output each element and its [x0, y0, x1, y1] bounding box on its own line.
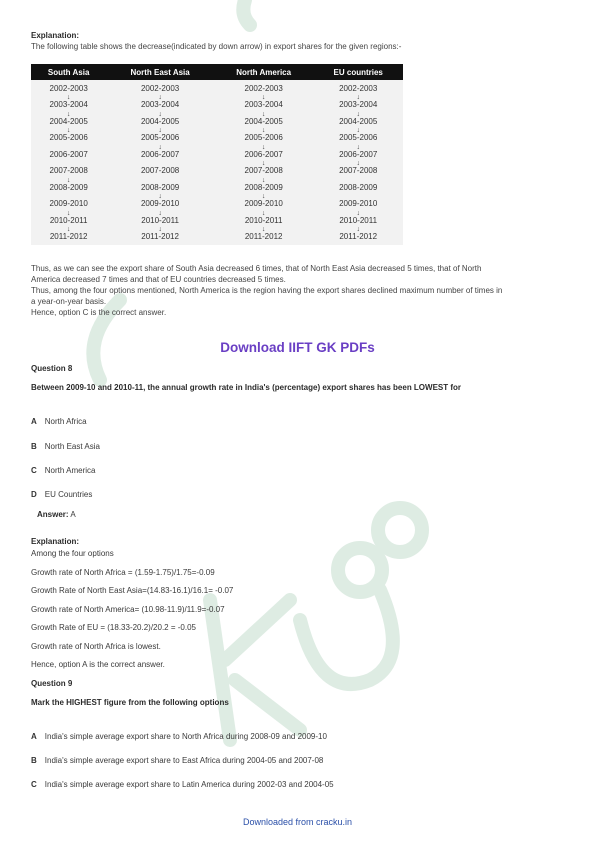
option-text: North East Asia [44, 442, 100, 451]
table-cell-value: 2005-2006 [339, 133, 378, 143]
question-9-label: Question 9 [31, 679, 73, 688]
footer-link[interactable]: Downloaded from cracku.in [242, 817, 353, 827]
table-cell-value: 2008-2009 [140, 182, 180, 192]
table-cell-value: 2003-2004 [49, 100, 88, 110]
table-cell-value: 2010-2011 [141, 215, 179, 225]
table-cell-value: 2005-2006 [49, 133, 88, 143]
answer-value: A [70, 510, 76, 519]
table-cell [31, 179, 106, 196]
option-letter: B [31, 756, 37, 765]
table-cell-value: 2003-2004 [244, 100, 283, 110]
table-cell-value: 2011-2012 [339, 232, 378, 242]
table-cell-value: 2007-2008 [140, 166, 180, 176]
option-letter: C [31, 466, 37, 475]
table-cell [214, 229, 314, 246]
explanation-line: Among the four options [31, 549, 114, 558]
table-header: EU countries [313, 64, 403, 80]
conclusion-text [31, 263, 571, 318]
table-cell-value: 2008-2009 [339, 182, 378, 192]
table-cell [106, 146, 214, 163]
table-header: North East Asia [106, 64, 214, 80]
table-cell [31, 229, 106, 246]
table-cell-value: 2010-2011 [339, 215, 378, 225]
question-9-text: Mark the HIGHEST figure from the following options [31, 698, 229, 707]
table-cell-value: 2009-2010 [244, 199, 283, 209]
q8-option-d[interactable] [31, 490, 92, 500]
table-cell [106, 229, 214, 246]
explanation-heading: Explanation: [31, 31, 80, 40]
answer-label: Answer: [37, 510, 69, 519]
explanation-intro: The following table shows the decrease(indicated by down arrow) in export shares for the given regions:- [31, 42, 402, 51]
table-header: North America [214, 64, 314, 80]
option-letter: D [31, 490, 37, 499]
option-text: India's simple average export share to Latin America during 2002-03 and 2004-05 [44, 780, 334, 789]
q8-option-b[interactable] [31, 442, 100, 452]
table-cell-value: 2009-2010 [339, 199, 378, 209]
table-cell-value: 2008-2009 [244, 182, 283, 192]
option-text: India's simple average export share to North Africa during 2008-09 and 2009-10 [44, 732, 327, 741]
table-cell-value: 2011-2012 [49, 232, 88, 242]
table-cell [31, 130, 106, 147]
option-text: North America [44, 466, 96, 475]
table-cell-value: 2010-2011 [244, 215, 283, 225]
option-letter: A [31, 732, 37, 741]
question-8-text: Between 2009-10 and 2010-11, the annual growth rate in India's (percentage) export shares has been LOWEST for [31, 383, 462, 392]
q9-option-b[interactable] [31, 756, 323, 766]
table-cell-value: 2005-2006 [140, 133, 180, 143]
conclusion-line: Hence, option C is the correct answer. [31, 308, 167, 317]
question-8-label: Question 8 [31, 364, 73, 373]
table-header: South Asia [31, 64, 106, 80]
q9-option-c[interactable] [31, 780, 334, 790]
explanation-line: Growth Rate of EU = (18.33-20.2)/20.2 = -0.05 [31, 623, 196, 632]
q9-option-a[interactable] [31, 732, 327, 742]
explanation-line: Growth Rate of North East Asia=(14.83-16.1)/16.1= -0.07 [31, 586, 234, 595]
option-text: India's simple average export share to East Africa during 2004-05 and 2007-08 [44, 756, 324, 765]
table-cell-value: 2002-2003 [244, 83, 283, 93]
option-letter: B [31, 442, 37, 451]
table-cell-value: 2004-2005 [49, 116, 88, 126]
table-cell-value: 2006-2007 [140, 149, 180, 159]
explanation-line: Growth rate of North America= (10.98-11.9)/11.9=-0.07 [31, 605, 225, 614]
table-cell-value: 2003-2004 [140, 100, 180, 110]
table-cell-value: 2008-2009 [49, 182, 88, 192]
q8-answer [37, 510, 76, 520]
table-cell-value: 2007-2008 [244, 166, 283, 176]
table-cell [313, 163, 403, 180]
table-cell-value: 2006-2007 [244, 149, 283, 159]
table-cell [31, 146, 106, 163]
explanation-line: Hence, option A is the correct answer. [31, 660, 165, 669]
option-letter: C [31, 780, 37, 789]
conclusion-line: America decreased 7 times and that of EU countries decreased 5 times. [31, 275, 286, 284]
explanation-line: Growth rate of North Africa = (1.59-1.75)/1.75=-0.09 [31, 568, 215, 577]
q8-option-a[interactable] [31, 417, 87, 427]
table-cell [106, 163, 214, 180]
table-cell-value: 2007-2008 [49, 166, 88, 176]
explanation-2-heading: Explanation: [31, 537, 80, 546]
table-cell [313, 179, 403, 196]
table-row [31, 229, 403, 246]
option-letter: A [31, 417, 37, 426]
table-cell-value: 2011-2012 [141, 232, 179, 242]
table-cell-value: 2009-2010 [140, 199, 180, 209]
explanation-line: Growth rate of North Africa is lowest. [31, 642, 161, 651]
table-cell-value: 2006-2007 [339, 149, 378, 159]
table-cell-value: 2010-2011 [49, 215, 88, 225]
conclusion-line: Thus, among the four options mentioned, North America is the region having the export shares declined maximum number of times in [31, 286, 503, 295]
table-cell-value: 2009-2010 [49, 199, 88, 209]
table-cell-value: 2004-2005 [244, 116, 283, 126]
q8-option-c[interactable] [31, 466, 95, 476]
table-cell-value: 2007-2008 [339, 166, 378, 176]
conclusion-line: a year-on-year basis. [31, 297, 107, 306]
table-cell-value: 2004-2005 [339, 116, 378, 126]
download-pdfs-link[interactable]: Download IIFT GK PDFs [220, 340, 375, 355]
conclusion-line: Thus, as we can see the export share of South Asia decreased 6 times, that of North East Asia decreased 5 times, that of North [31, 264, 482, 273]
table-cell-value: 2002-2003 [49, 83, 88, 93]
option-text: North Africa [44, 417, 87, 426]
table-cell [313, 229, 403, 246]
export-decrease-table [31, 64, 403, 245]
table-cell-value: 2003-2004 [339, 100, 378, 110]
table-cell-value: 2006-2007 [49, 149, 88, 159]
table-cell-value: 2005-2006 [244, 133, 283, 143]
option-text: EU Countries [44, 490, 93, 499]
table-cell-value: 2002-2003 [339, 83, 378, 93]
table-cell-value: 2011-2012 [244, 232, 283, 242]
table-cell-value: 2004-2005 [140, 116, 180, 126]
table-cell-value: 2002-2003 [140, 83, 180, 93]
